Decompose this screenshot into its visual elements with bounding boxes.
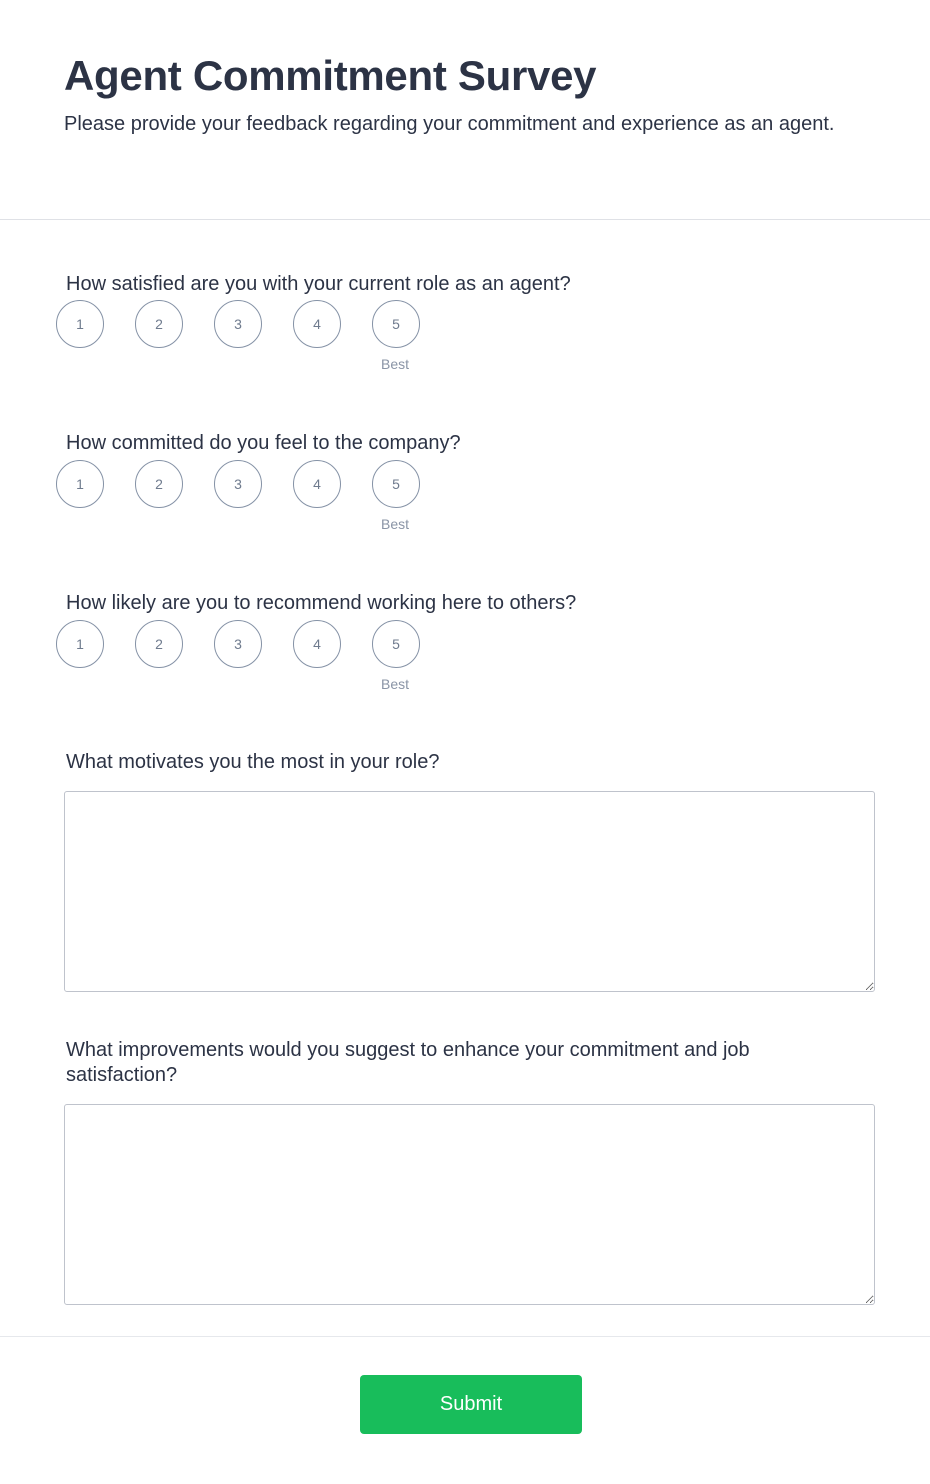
rating-option-3[interactable]: 3 (214, 620, 262, 668)
rating-option-5[interactable]: 5 (372, 460, 420, 508)
motivation-textarea[interactable] (64, 791, 875, 992)
form-header (0, 0, 930, 220)
rating-option-1[interactable]: 1 (56, 620, 104, 668)
rating-option-2[interactable]: 2 (135, 300, 183, 348)
page-subtitle: Please provide your feedback regarding your commitment and experience as an agent. (64, 113, 835, 135)
rating-option-4[interactable]: 4 (293, 300, 341, 348)
question-label: How likely are you to recommend working here to others? (66, 592, 577, 614)
page-title: Agent Commitment Survey (64, 52, 597, 99)
submit-button[interactable]: Submit (360, 1375, 582, 1434)
question-label: What motivates you the most in your role? (66, 751, 440, 773)
rating-option-5[interactable]: 5 (372, 620, 420, 668)
rating-option-3[interactable]: 3 (214, 300, 262, 348)
form-footer (0, 1336, 930, 1484)
rating-scale (56, 620, 456, 700)
best-label: Best (381, 516, 410, 532)
question-label: What improvements would you suggest to enhance your commitment and job satisfaction? (66, 1039, 750, 1086)
question-improvements (66, 1038, 826, 1088)
rating-option-1[interactable]: 1 (56, 300, 104, 348)
form-body (0, 220, 930, 1336)
question-label: How committed do you feel to the company? (66, 432, 461, 454)
rating-option-3[interactable]: 3 (214, 460, 262, 508)
rating-option-4[interactable]: 4 (293, 460, 341, 508)
improvements-textarea[interactable] (64, 1104, 875, 1305)
rating-option-5[interactable]: 5 (372, 300, 420, 348)
question-recommend (66, 591, 866, 692)
rating-option-2[interactable]: 2 (135, 460, 183, 508)
rating-option-4[interactable]: 4 (293, 620, 341, 668)
question-motivation (66, 750, 866, 775)
best-label: Best (381, 356, 410, 372)
rating-scale (56, 300, 456, 380)
question-label: How satisfied are you with your current role as an agent? (66, 273, 571, 295)
question-commitment (66, 431, 866, 532)
rating-scale (56, 460, 456, 540)
best-label: Best (381, 676, 410, 692)
question-satisfaction (66, 272, 866, 372)
rating-option-2[interactable]: 2 (135, 620, 183, 668)
rating-option-1[interactable]: 1 (56, 460, 104, 508)
